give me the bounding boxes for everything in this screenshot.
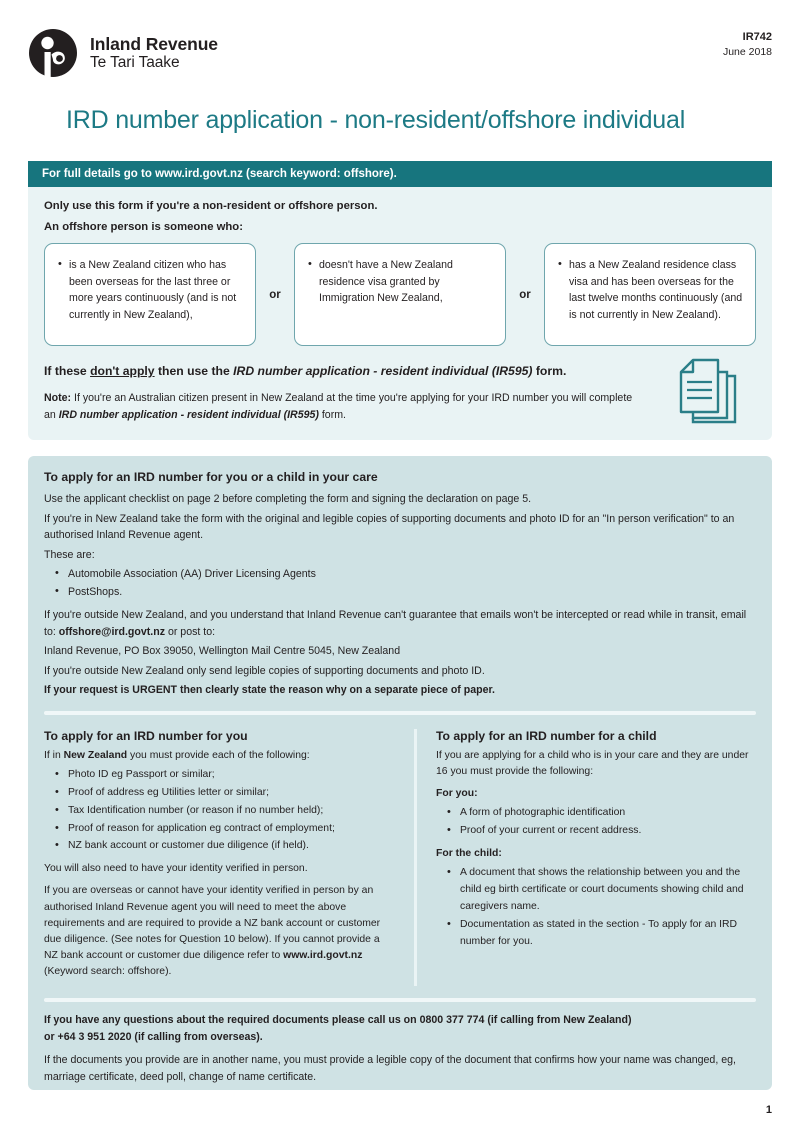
overseas-note-before: If you are overseas or cannot have your identity verified in person by an authorised Inland Revenue agent you will need to meet the above requirements and are required to provide a NZ bank account or customer due diligence. (See notes for Question 10 below). If you cannot provide a NZ bank account or customer due diligence refer to (44, 885, 381, 961)
intro-line-2: An offshore person is someone who: (44, 221, 243, 233)
or-separator-1: or (269, 288, 281, 301)
contact-phone-note (44, 1012, 756, 1045)
for-you-intro-bold: New Zealand (63, 749, 128, 761)
criteria-box-1 (44, 243, 256, 346)
inland-revenue-logo-icon (28, 28, 78, 78)
dont-apply-suffix: form. (532, 364, 567, 378)
child-document-item-2: • Documentation as stated in the section - To apply for an IRD number for you. (460, 917, 756, 951)
child-for-you-item-2: • Proof of your current or recent address. (460, 823, 756, 840)
criteria-text-1: • is a New Zealand citizen who has been overseas for the last three or more years continuously (and is not currently in New Zealand), (69, 257, 245, 324)
for-child-intro: If you are applying for a child who is in your care and they are under 16 you must provide the following: (436, 749, 749, 778)
apply-for-you-column (44, 729, 414, 986)
document-meta (723, 30, 772, 59)
apply-for-child-column (414, 729, 756, 986)
apply-paragraph-2: If you're in New Zealand take the form with the original and legible copies of supporting documents and photo ID for an "In person verification" to an authorised Inland Revenue agent. (44, 512, 735, 542)
form-code: IR742 (742, 31, 772, 43)
note-form-name: IRD number application - resident individual (IR595) (58, 408, 319, 421)
dont-apply-block (44, 364, 756, 423)
for-you-heading: To apply for an IRD number for you (44, 728, 248, 743)
apply-paragraph-4 (44, 607, 756, 640)
documents-icon (667, 356, 751, 430)
for-you-requirements-list (44, 767, 392, 855)
contact-footer-block (44, 1012, 756, 1085)
overseas-note-after: (Keyword search: offshore). (44, 966, 172, 978)
dont-apply-emphasis: don't apply (90, 364, 155, 378)
for-you-sublabel: For you: (436, 788, 478, 800)
section-divider-2 (44, 998, 756, 1002)
agent-item-2: • PostShops. (68, 584, 756, 601)
note-part-2: form. (318, 408, 346, 421)
for-you-intro-after: you must provide each of the following: (127, 749, 310, 761)
ird-website-link[interactable]: www.ird.govt.nz (283, 949, 363, 961)
note-part-1: If you're an Australian citizen present in New Zealand at the time you're applying for your IRD number you will complete an (44, 392, 633, 421)
for-child-sublabel: For the child: (436, 848, 502, 860)
section-divider-1 (44, 711, 756, 715)
criteria-box-3 (544, 243, 756, 346)
offshore-criteria-boxes (44, 243, 756, 346)
for-child-heading: To apply for an IRD number for a child (436, 728, 657, 743)
page-title: IRD number application - non-resident/offshore individual (66, 106, 686, 134)
authorised-agents-list (44, 566, 756, 601)
offshore-email-link[interactable]: offshore@ird.govt.nz (58, 625, 165, 638)
intro-line-1: Only use this form if you're a non-resident or offshore person. (44, 200, 378, 212)
urgent-request-note: If your request is URGENT then clearly state the reason why on a separate piece of paper. (44, 684, 495, 697)
application-instructions-panel (28, 456, 772, 1090)
brand-name-mi: Te Tari Taake (90, 54, 180, 72)
full-details-banner-text: For full details go to www.ird.govt.nz (search keyword: offshore). (42, 168, 397, 180)
brand-block (28, 28, 218, 78)
for-you-intro-before: If in (44, 749, 64, 761)
name-change-note: If the documents you provide are in another name, you must provide a legible copy of the document that confirms how your name was changed, eg, marriage certificate, deed poll, change of name certificate. (44, 1054, 736, 1083)
page-header (28, 28, 772, 90)
email-instruction-before: If you're outside New Zealand, and you understand that Inland Revenue can't guarantee that emails won't be intercepted or read while in transit, email to: (44, 609, 747, 638)
for-you-intro (44, 748, 392, 764)
child-document-item-1: • A document that shows the relationship between you and the child eg birth certificate or court documents showing child and caregivers name. (460, 865, 756, 916)
brand-name-en: Inland Revenue (90, 33, 218, 54)
criteria-text-2: • doesn't have a New Zealand residence visa granted by Immigration New Zealand, (319, 257, 495, 307)
apply-paragraph-1: Use the applicant checklist on page 2 before completing the form and signing the declaration on page 5. (44, 493, 532, 505)
child-documents-list (436, 865, 756, 950)
dont-apply-middle: then use the (154, 364, 234, 378)
for-you-item-4: • Proof of reason for application eg contract of employment; (68, 821, 392, 838)
criteria-box-2 (294, 243, 506, 346)
for-you-item-5: • NZ bank account or customer due diligence (if held). (68, 838, 392, 855)
contact-phone-line-2: or +64 3 951 2020 (if calling from overseas). (44, 1030, 263, 1043)
apply-paragraph-3: These are: (44, 548, 95, 561)
form-date: June 2018 (722, 45, 772, 58)
australian-citizen-note (44, 390, 636, 423)
or-separator-2: or (519, 288, 531, 301)
email-instruction-after: or post to: (165, 625, 216, 638)
brand-text (90, 35, 218, 72)
for-you-item-2: • Proof of address eg Utilities letter or similar; (68, 785, 392, 802)
contact-phone-line-1: If you have any questions about the required documents please call us on 0800 377 774 (if calling from New Zealand) (44, 1014, 632, 1027)
criteria-text-3: • has a New Zealand residence class visa and has been overseas for the last twelve months continuously (and is not currently in New Zealand). (569, 257, 745, 324)
for-you-item-3: • Tax Identification number (or reason if no number held); (68, 803, 392, 820)
agent-item-1: • Automobile Association (AA) Driver Licensing Agents (68, 566, 756, 583)
postal-address: Inland Revenue, PO Box 39050, Wellington Mail Centre 5045, New Zealand (44, 645, 401, 658)
full-details-banner (28, 161, 772, 187)
for-you-overseas-note (44, 883, 392, 980)
for-you-item-1: • Photo ID eg Passport or similar; (68, 767, 392, 784)
note-label: Note: (44, 392, 72, 404)
child-for-you-list (436, 805, 756, 840)
child-for-you-item-1: • A form of photographic identification (460, 805, 756, 822)
apply-paragraph-5: If you're outside New Zealand only send legible copies of supporting documents and photo ID. (44, 664, 485, 677)
dont-apply-heading (44, 364, 636, 378)
dont-apply-prefix: If these (44, 364, 91, 378)
apply-section-heading: To apply for an IRD number for you or a child in your care (44, 470, 378, 484)
dont-apply-form-name: IRD number application - resident individual (IR595) (233, 364, 533, 378)
for-you-identity-note: You will also need to have your identity verified in person. (44, 863, 308, 875)
two-column-section (44, 729, 756, 986)
page-number: 1 (765, 1104, 772, 1116)
column-divider (414, 729, 417, 986)
offshore-definition-panel (28, 187, 772, 440)
